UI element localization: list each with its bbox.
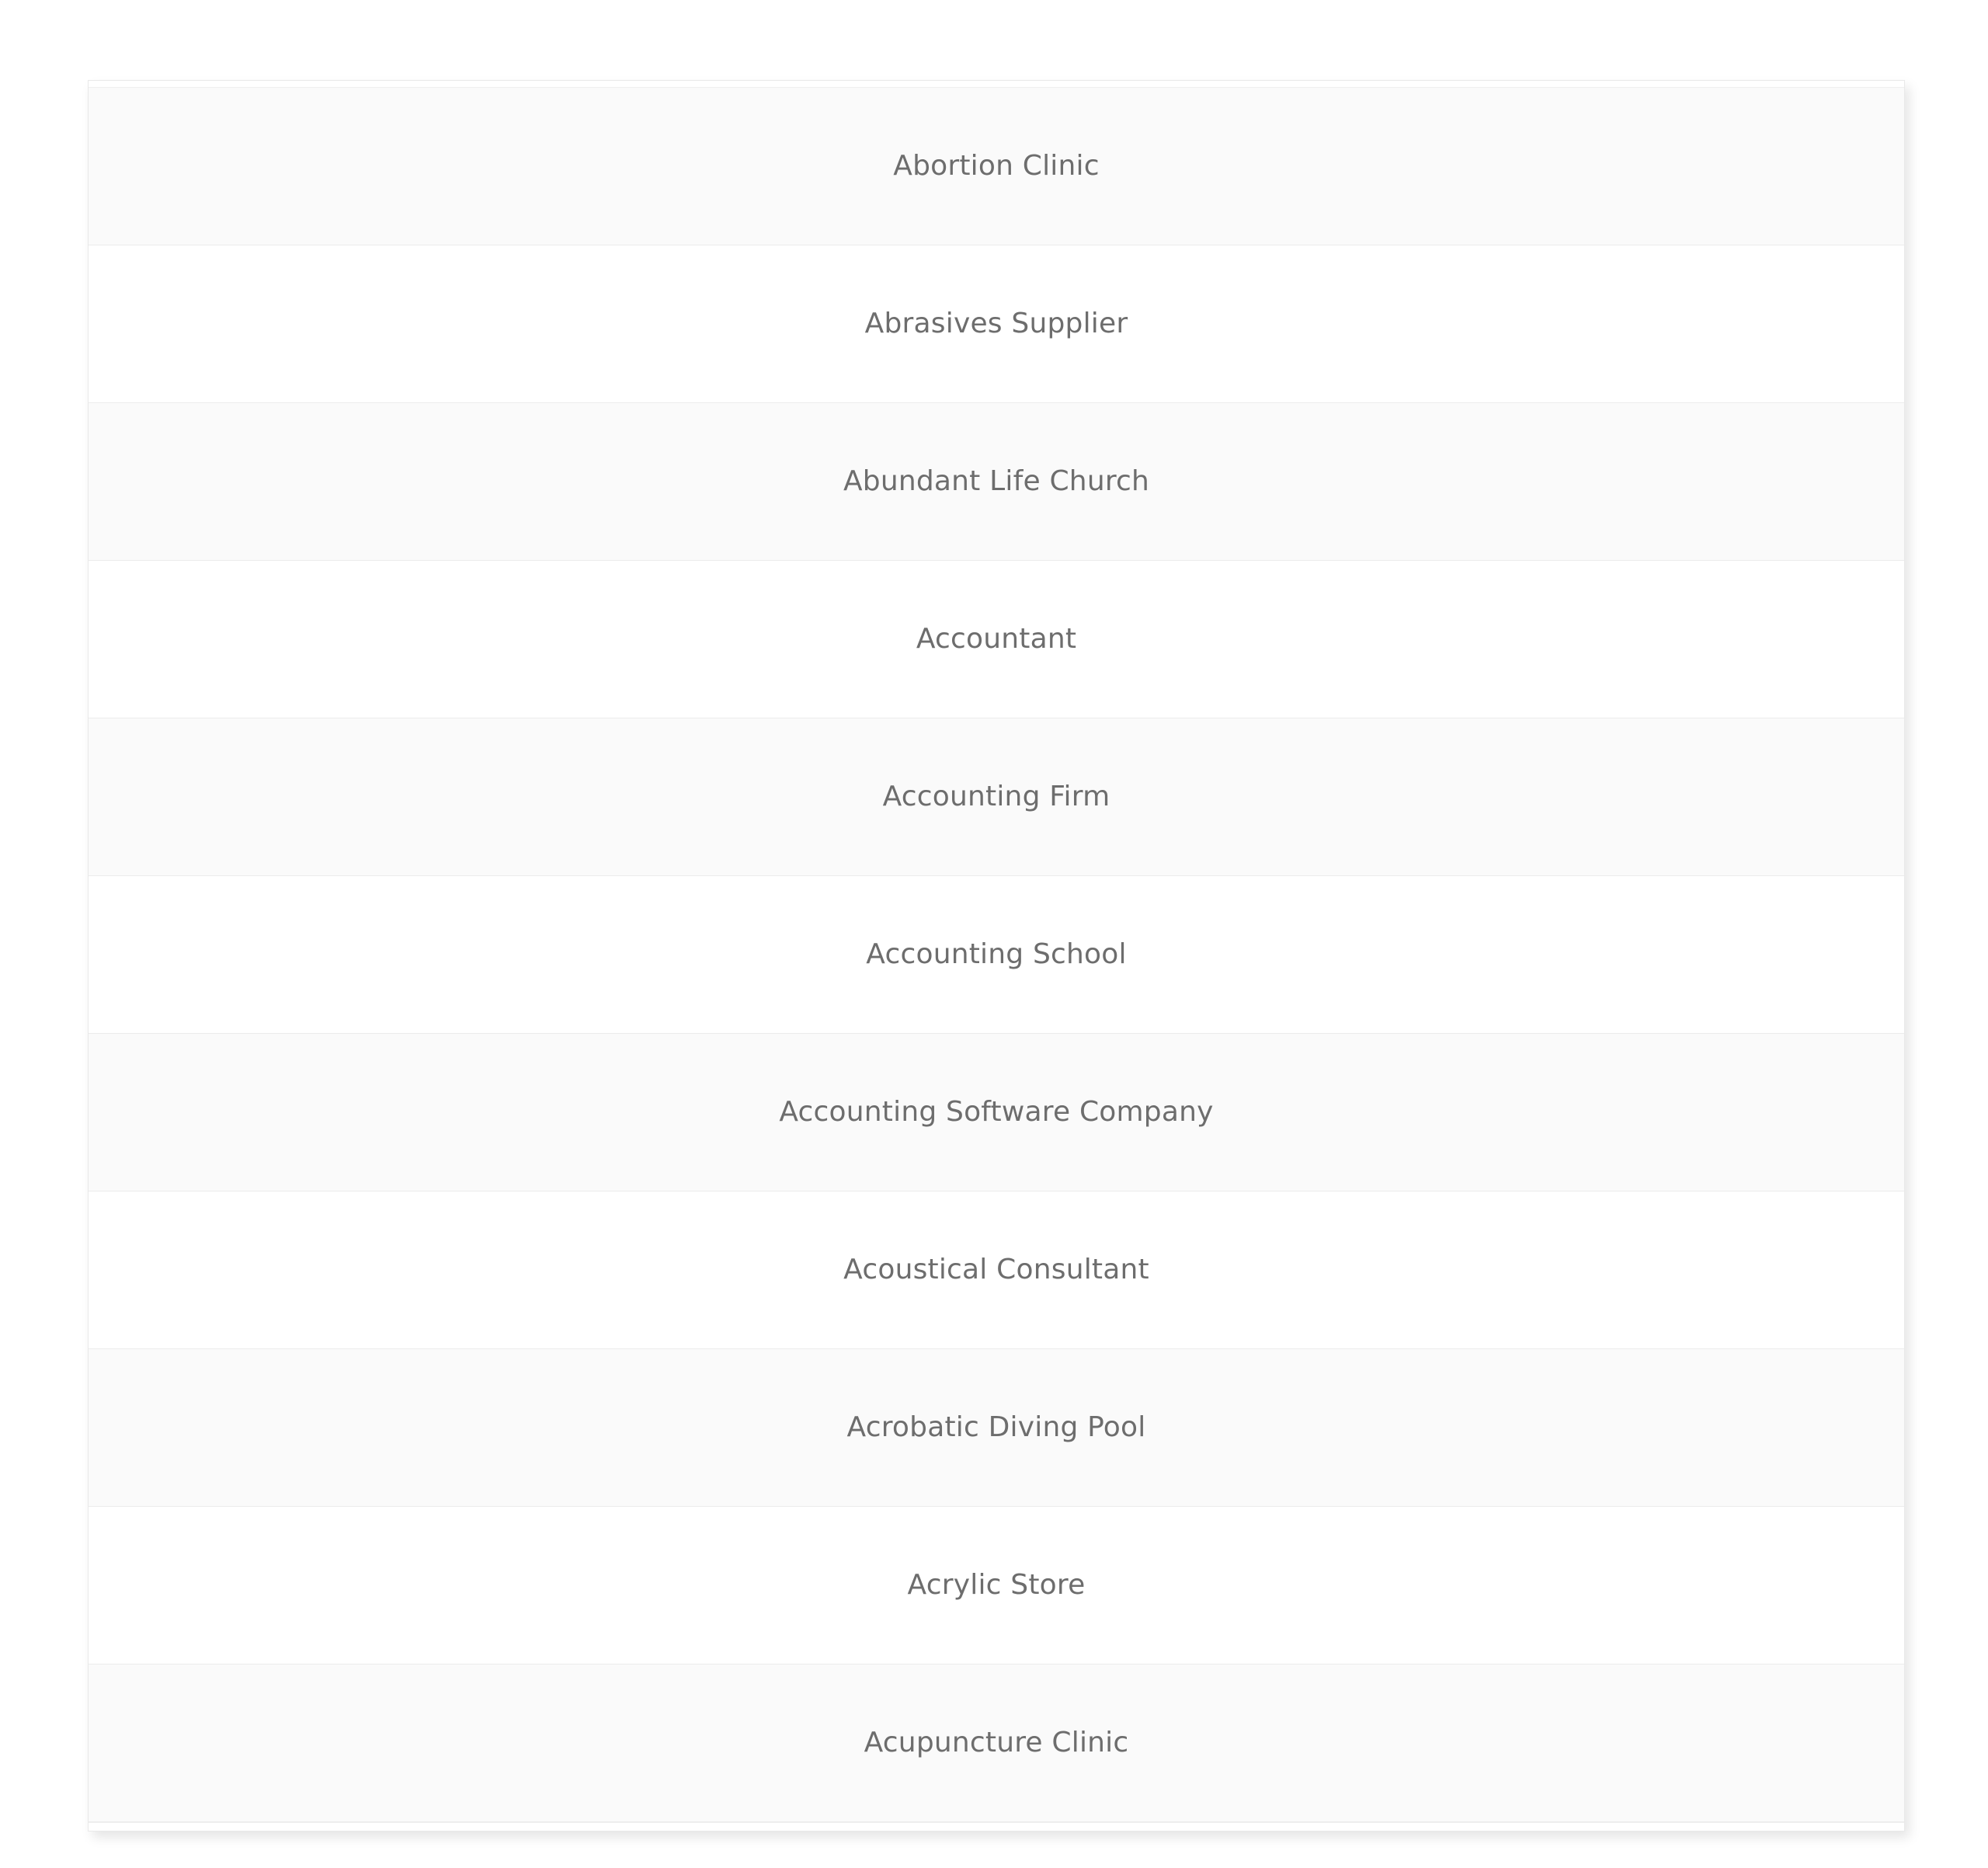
list-item[interactable] xyxy=(89,88,1904,245)
list-item-label: Acoustical Consultant xyxy=(843,1254,1149,1286)
list-item-label: Abundant Life Church xyxy=(843,465,1150,498)
list-item-label: Abrasives Supplier xyxy=(864,308,1128,340)
list-item[interactable] xyxy=(89,1034,1904,1191)
panel-bottom-edge xyxy=(89,1822,1904,1831)
list-item-label: Accounting Software Company xyxy=(779,1096,1214,1129)
list-item-label: Acrylic Store xyxy=(907,1569,1086,1602)
panel-top-edge xyxy=(89,81,1904,88)
list-item-label: Accountant xyxy=(916,623,1077,656)
list-item-label: Acrobatic Diving Pool xyxy=(846,1411,1146,1444)
list-item[interactable] xyxy=(89,876,1904,1034)
list-item-label: Abortion Clinic xyxy=(893,150,1100,183)
list-item-label: Accounting Firm xyxy=(882,781,1110,813)
list-item[interactable] xyxy=(89,403,1904,561)
list-item[interactable] xyxy=(89,561,1904,718)
list-item[interactable] xyxy=(89,1665,1904,1822)
list-item[interactable] xyxy=(89,718,1904,876)
category-list-panel xyxy=(88,80,1905,1831)
list-item[interactable] xyxy=(89,1191,1904,1349)
list-item-label: Accounting School xyxy=(866,938,1127,971)
list-item[interactable] xyxy=(89,1507,1904,1665)
list-item-label: Acupuncture Clinic xyxy=(864,1727,1129,1759)
list-item[interactable] xyxy=(89,245,1904,403)
list-item[interactable] xyxy=(89,1349,1904,1507)
